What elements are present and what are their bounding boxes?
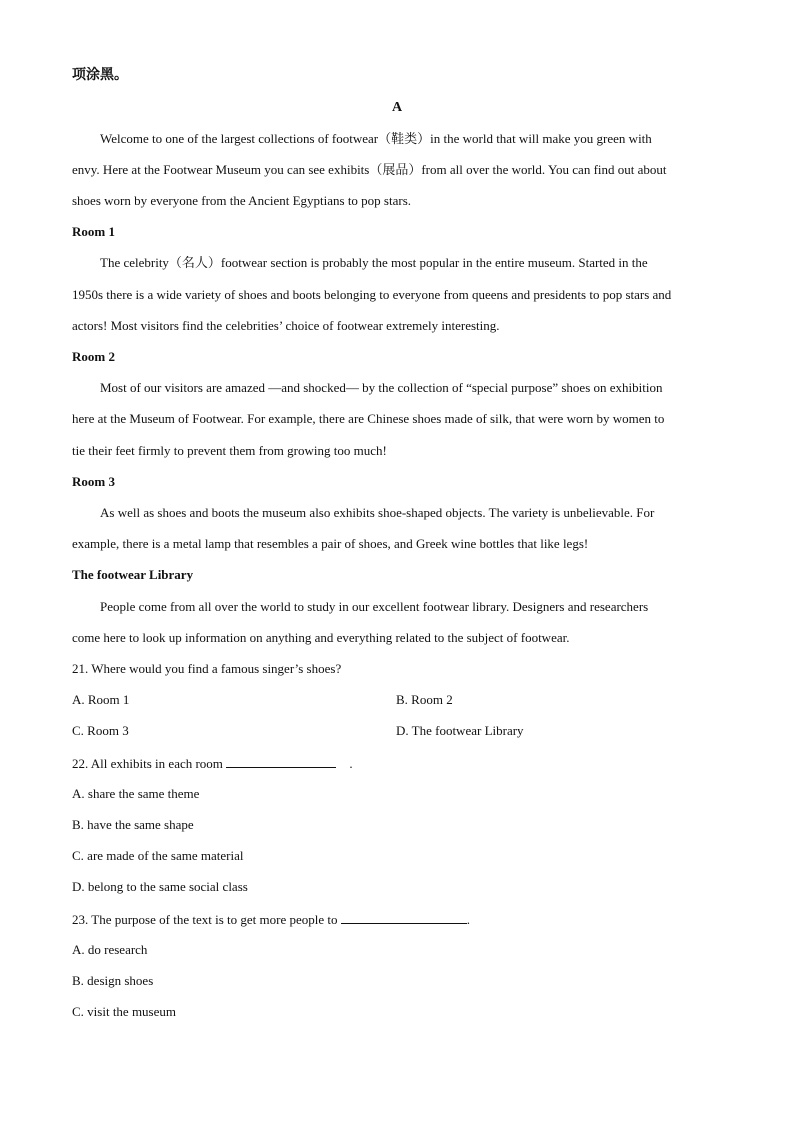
room-3-line-2: example, there is a metal lamp that resembles a pair of shoes, and Greek wine bottles that like legs! [72, 536, 589, 551]
room-2-line-1: Most of our visitors are amazed —and shocked— by the collection of “special purpose” shoes on exhibition [100, 380, 663, 395]
question-21-stem: 21. Where would you find a famous singer’s shoes? [72, 661, 342, 676]
room-1-heading: Room 1 [72, 224, 115, 239]
question-21-option-c: C. Room 3 [72, 723, 129, 738]
answer-blank [226, 755, 336, 768]
intro-line-2: envy. Here at the Footwear Museum you can see exhibits（展品）from all over the world. You can find out about [72, 162, 667, 177]
room-2-line-3: tie their feet firmly to prevent them from growing too much! [72, 443, 387, 458]
answer-blank [341, 911, 467, 924]
intro-line-3: shoes worn by everyone from the Ancient Egyptians to pop stars. [72, 193, 412, 208]
room-2-heading: Room 2 [72, 349, 115, 364]
library-line-1: People come from all over the world to study in our excellent footwear library. Designers and researchers [100, 599, 649, 614]
instruction-tail: 项涂黑。 [72, 68, 128, 83]
room-3-heading: Room 3 [72, 474, 115, 489]
room-1-line-1: The celebrity（名人）footwear section is probably the most popular in the entire museum. Started in the [100, 255, 648, 270]
question-22-option-a: A. share the same theme [72, 786, 200, 801]
question-22-stem: 22. All exhibits in each room [72, 756, 223, 771]
question-22-option-b: B. have the same shape [72, 817, 194, 832]
room-3-line-1: As well as shoes and boots the museum also exhibits shoe-shaped objects. The variety is unbelievable. For [100, 505, 655, 520]
question-22-option-d: D. belong to the same social class [72, 879, 248, 894]
room-1-line-2: 1950s there is a wide variety of shoes and boots belonging to everyone from queens and presidents to pop stars and [72, 287, 672, 302]
question-22-stem-end: . [349, 756, 353, 771]
question-22-stem-line [72, 755, 353, 772]
question-22-option-c: C. are made of the same material [72, 848, 244, 863]
intro-line-1: Welcome to one of the largest collections of footwear（鞋类）in the world that will make you green with [100, 131, 652, 146]
question-23-stem-line [72, 911, 470, 928]
question-23-stem-end: . [466, 912, 470, 927]
question-23-stem: 23. The purpose of the text is to get more people to [72, 912, 338, 927]
question-21-option-a: A. Room 1 [72, 692, 130, 707]
room-2-line-2: here at the Museum of Footwear. For example, there are Chinese shoes made of silk, that were worn by women to [72, 411, 665, 426]
room-1-line-3: actors! Most visitors find the celebrities’ choice of footwear extremely interesting. [72, 318, 500, 333]
library-line-2: come here to look up information on anything and everything related to the subject of footwear. [72, 630, 570, 645]
question-21-option-d: D. The footwear Library [396, 723, 524, 738]
section-title: A [391, 100, 403, 115]
question-23-option-a: A. do research [72, 942, 148, 957]
question-23-option-c: C. visit the museum [72, 1004, 176, 1019]
question-23-option-b: B. design shoes [72, 973, 154, 988]
library-heading: The footwear Library [72, 567, 194, 582]
question-21-option-b: B. Room 2 [396, 692, 453, 707]
